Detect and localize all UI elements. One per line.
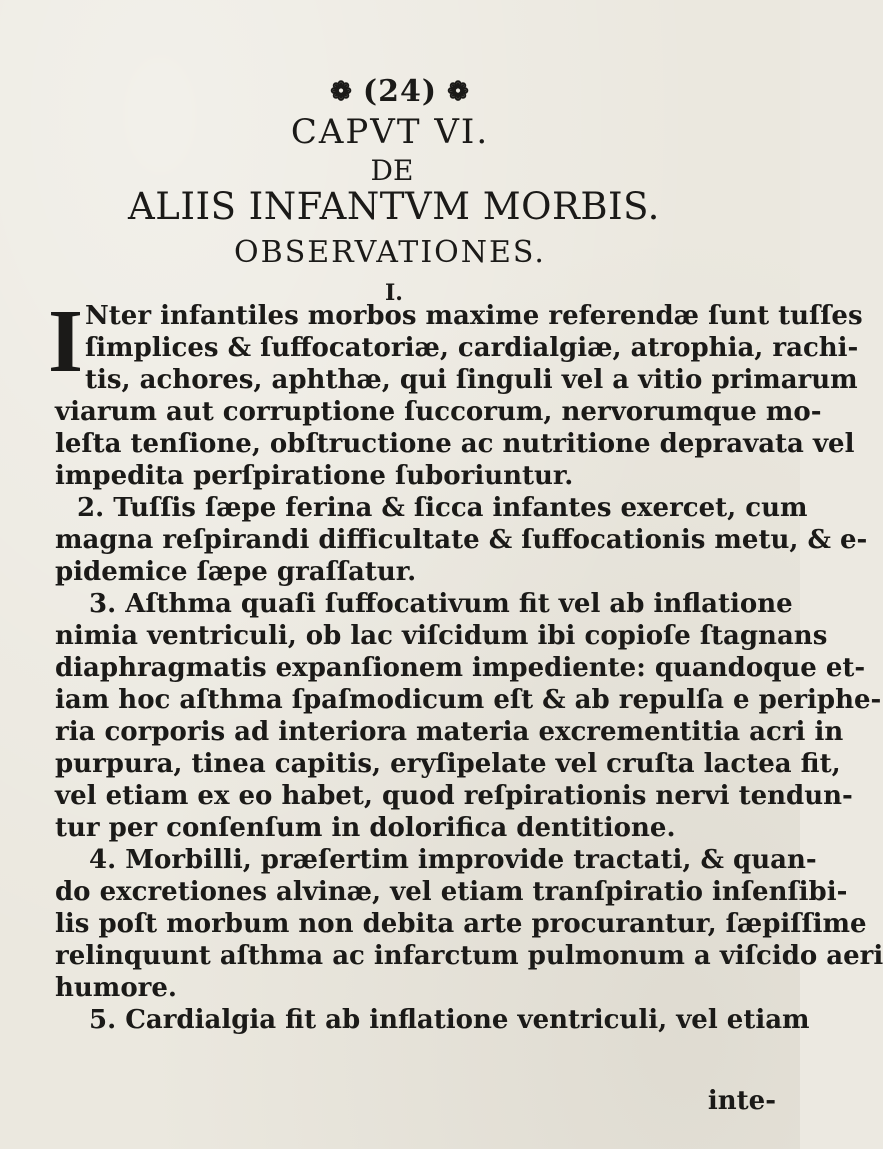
section-number: I. [385,280,403,306]
text-line: viarum aut corruptione ſuccorum, nervorumque mo- [55,397,822,427]
catchword: inte- [707,1086,776,1116]
text-line: iam hoc aſthma ſpaſmodicum eſt & ab repulſa e periphe- [55,685,882,715]
text-line: tis, achores, aphthæ, qui ſinguli vel a vitio primarum [85,365,858,395]
text-line: magna reſpirandi difficultate & ſuffocationis metu, & e- [55,525,868,555]
text-line: pidemice ſæpe graſſatur. [55,557,417,587]
body-text [55,300,883,1036]
text-line: tur per conſenſum in dolorifica dentitione. [55,813,676,843]
drop-cap: I [48,292,84,391]
chapter-heading: CAPVT VI. [290,112,490,152]
text-line: 4. Morbilli, præſertim improvide tractati, & quan- [89,845,817,875]
text-line: nimia ventriculi, ob lac viſcidum ibi copioſe ſtagnans [55,621,828,651]
ornament-left-icon: ❁ [330,77,353,107]
text-line: 3. Aſthma quaſi ſuffocativum fit vel ab inflatione [89,589,793,619]
text-line: do excretiones alvinæ, vel etiam tranſpiratio inſenſibi- [55,877,848,907]
page-number-row [0,74,800,109]
heading-de: DE [370,154,414,187]
text-line: humore. [55,973,177,1003]
text-line: impedita perſpiratione ſuboriuntur. [55,461,574,491]
text-line: leſta tenſione, obſtructione ac nutritione depravata vel [55,429,855,459]
text-line: ſimplices & ſuffocatoriæ, cardialgiæ, atrophia, rachi- [85,333,859,363]
text-line: vel etiam ex eo habet, quod reſpirationis nervi tendun- [55,781,853,811]
ornament-right-icon: ❁ [447,77,470,107]
text-line: diaphragmatis expanſionem impediente: quandoque et- [55,653,866,683]
page-number: (24) [362,74,438,109]
text-line: relinquunt aſthma ac infarctum pulmonum a viſcido aeri [55,941,883,971]
text-line: Nter infantiles morbos maxime referendæ ſunt tuſſes [85,301,863,331]
text-line: purpura, tinea capitis, eryſipelate vel cruſta lactea fit, [55,749,841,779]
chapter-subject: ALIIS INFANTVM MORBIS. [128,185,660,228]
text-line: ria corporis ad interiora materia excrementitia acri in [55,717,844,747]
observationes-heading: OBSERVATIONES. [234,235,546,270]
text-line: lis poſt morbum non debita arte procurantur, ſæpiſſime [55,909,867,939]
text-line: 2. Tuſſis ſæpe ferina & ſicca infantes exercet, cum [77,493,808,523]
text-line: 5. Cardialgia fit ab inflatione ventriculi, vel etiam [89,1005,810,1035]
